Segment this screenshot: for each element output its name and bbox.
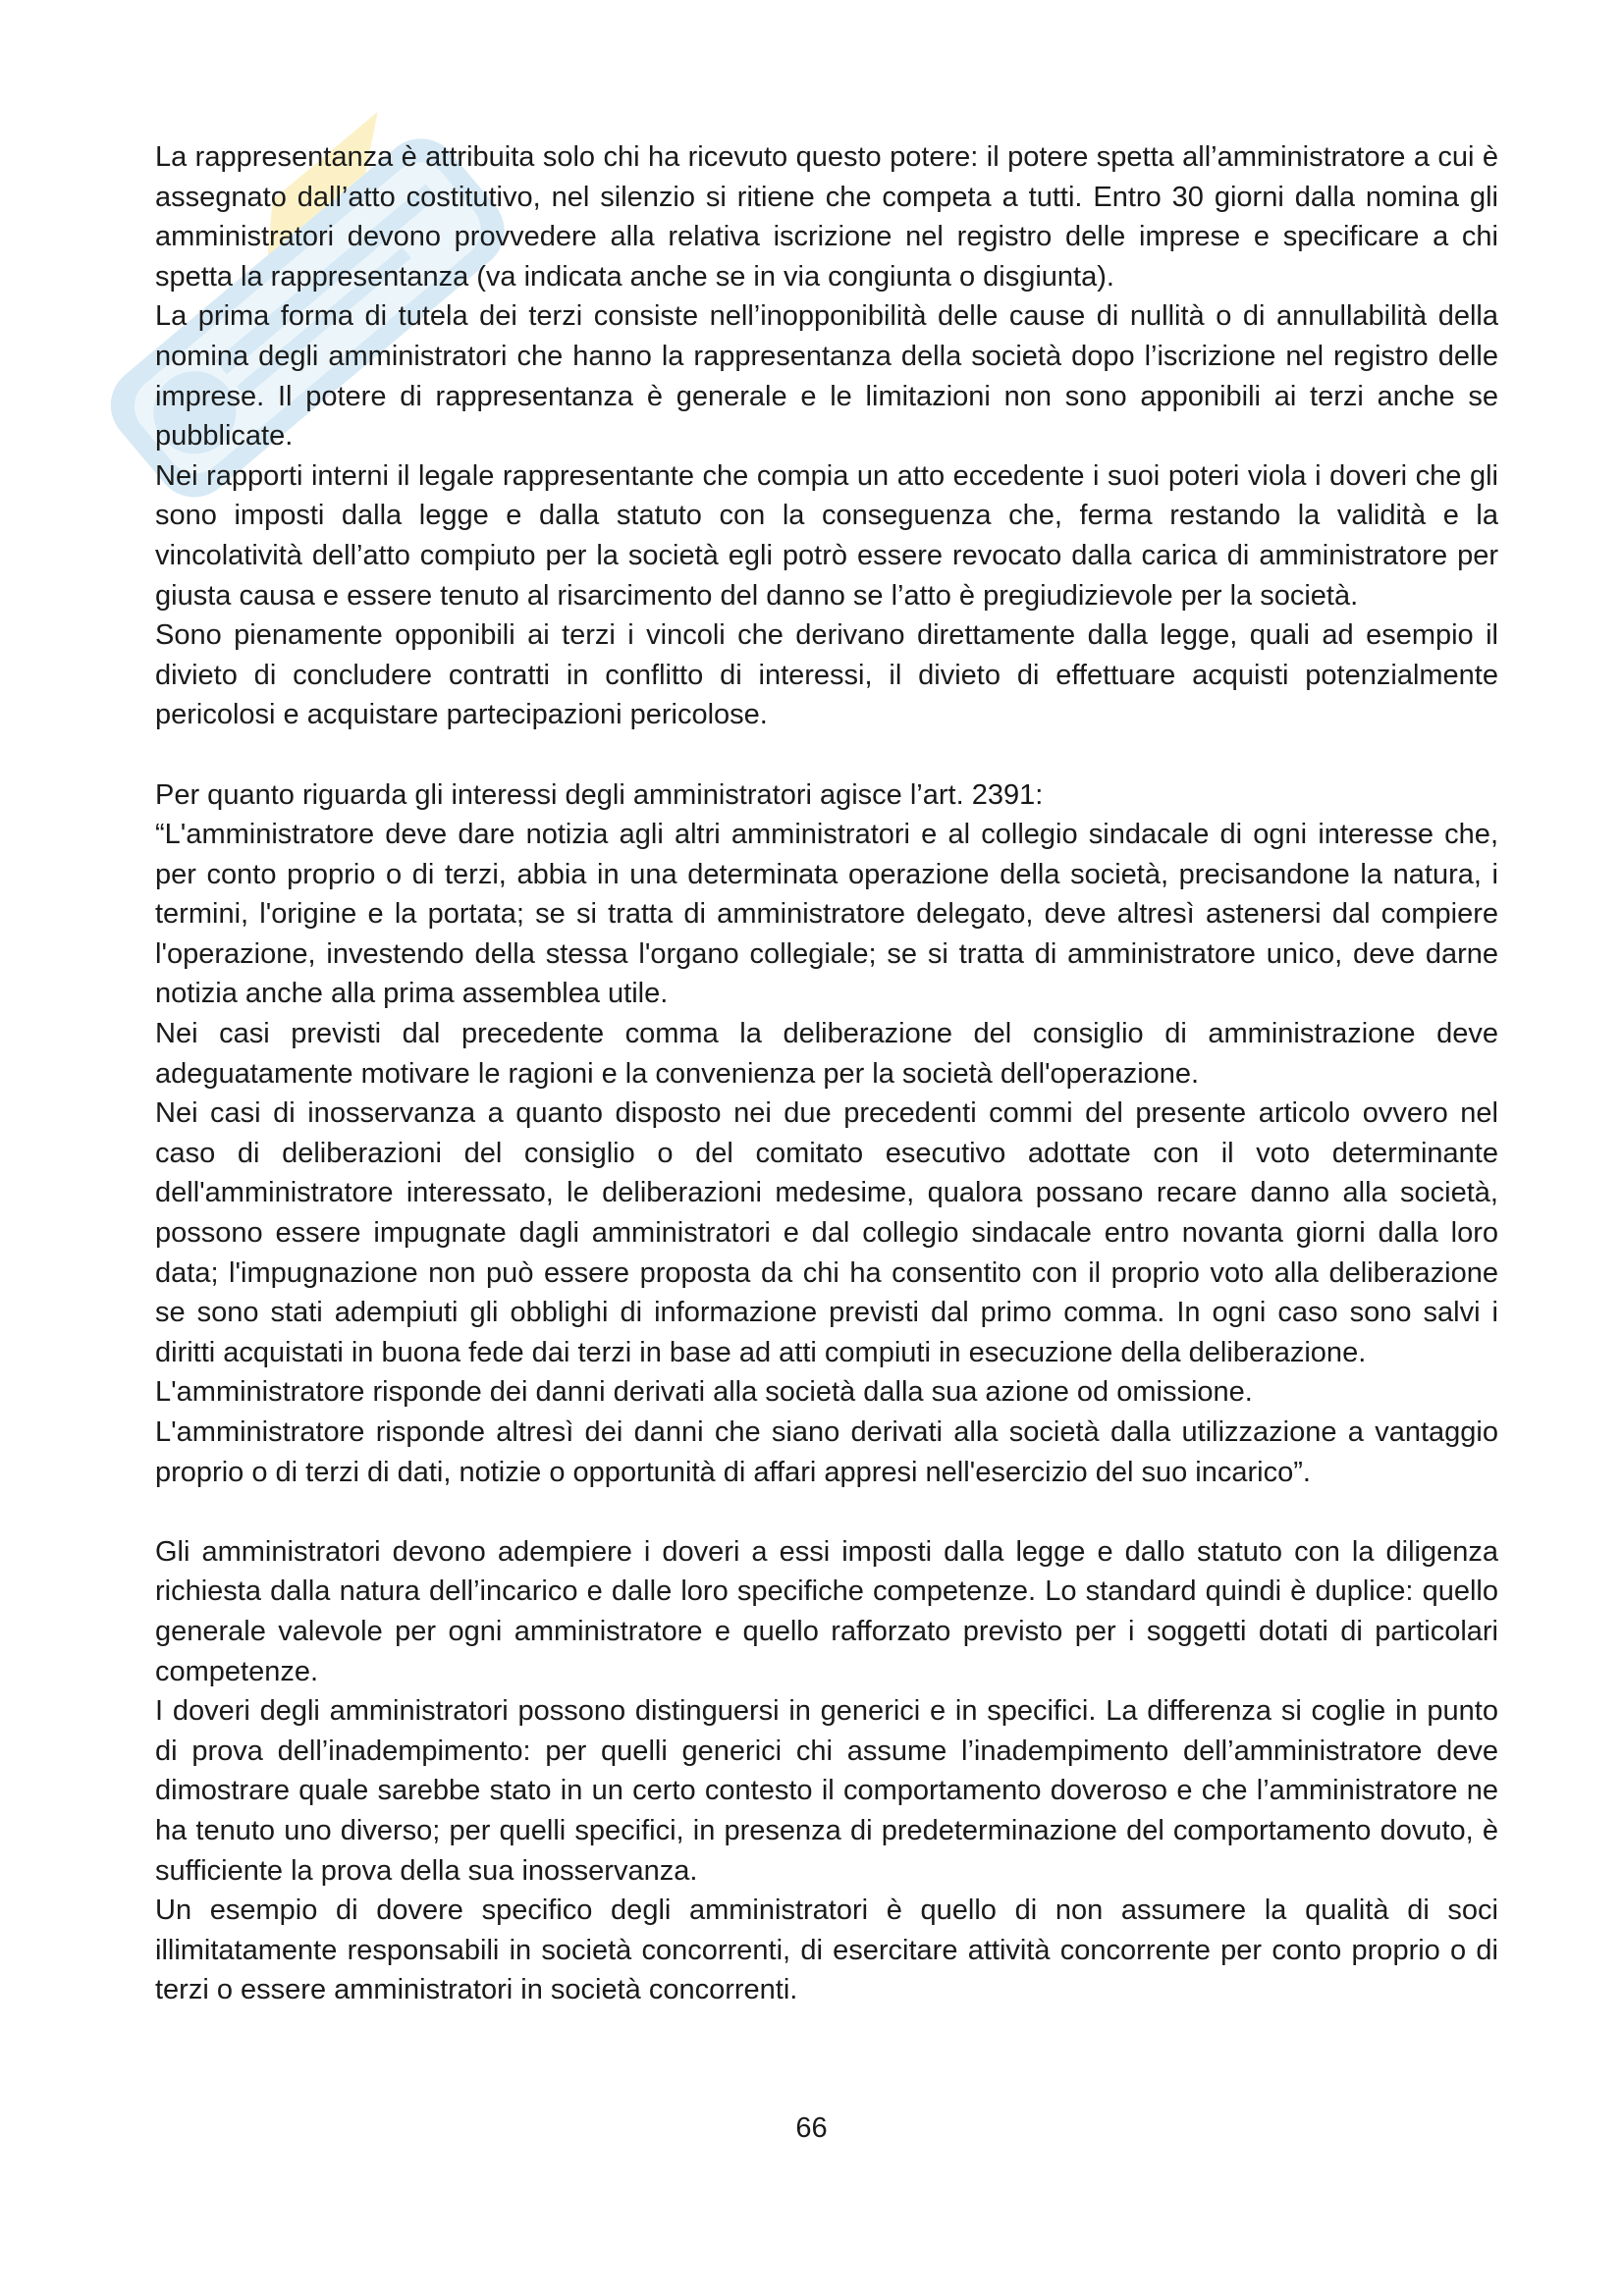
quoted-article-paragraph: “L'amministratore deve dare notizia agli altri amministratori e al collegio sindacale di ogni interesse che, per conto proprio o di terzi, abbia in una determinata operazione della società, precisandone la natura, i termini, l'origine e la portata; se si tratta di amministratore delegato, deve altresì astenersi dal compiere l'operazione, investendo della stessa l'organo collegiale; se si tratta di amministratore unico, deve darne notizia anche alla prima assemblea utile. bbox=[155, 819, 1498, 1010]
paragraph: La rappresentanza è attribuita solo chi ha ricevuto questo potere: il potere spetta all’amministratore a cui è assegnato dall’atto costitutivo, nel silenzio si ritiene che competa a tutti. Entro 30 giorni dalla nomina gli amministratori devono provvedere alla relativa iscrizione nel registro delle imprese e specificare a chi spetta la rappresentanza (va indicata anche se in via congiunta o disgiunta). bbox=[155, 141, 1498, 293]
paragraph: Per quanto riguarda gli interessi degli amministratori agisce l’art. 2391: bbox=[155, 778, 1044, 811]
quoted-article-paragraph: Nei casi di inosservanza a quanto disposto nei due precedenti commi del presente articolo ovvero nel caso di deliberazioni del consiglio o del comitato esecutivo adottate con il voto determinante dell'amministratore interessato, le deliberazioni medesime, qualora possano recare danno alla società, possono essere impugnate dagli amministratori e dal collegio sindacale entro novanta giorni dalla loro data; l'impugnazione non può essere proposta da chi ha consentito con il proprio voto alla deliberazione se sono stati adempiuti gli obblighi di informazione previsti dal primo comma. In ogni caso sono salvi i diritti acquistati in buona fede dai terzi in base ad atti compiuti in esecuzione della deliberazione. bbox=[155, 1097, 1498, 1368]
paragraph-gap bbox=[155, 735, 1498, 775]
paragraph: Un esempio di dovere specifico degli amministratori è quello di non assumere la qualità di soci illimitatamente responsabili in società concorrenti, di esercitare attività concorrente per conto proprio o di terzi o essere amministratori in società concorrenti. bbox=[155, 1895, 1498, 2006]
paragraph: Nei rapporti interni il legale rappresentante che compia un atto eccedente i suoi poteri viola i doveri che gli sono imposti dalla legge e dalla statuto con la conseguenza che, ferma restando la validità e la vincolatività dell’atto compiuto per la società egli potrò essere revocato dalla carica di amministratore per giusta causa e essere tenuto al risarcimento del danno se l’atto è pregiudizievole per la società. bbox=[155, 459, 1498, 612]
quoted-article-paragraph: Nei casi previsti dal precedente comma la deliberazione del consiglio di amministrazione deve adeguatamente motivare le ragioni e la convenienza per la società dell'operazione. bbox=[155, 1018, 1498, 1090]
quoted-article-paragraph: L'amministratore risponde altresì dei danni che siano derivati alla società dalla utilizzazione a vantaggio proprio o di terzi di dati, notizie o opportunità di affari appresi nell'esercizio del suo incarico”. bbox=[155, 1416, 1498, 1488]
paragraph: Sono pienamente opponibili ai terzi i vincoli che derivano direttamente dalla legge, quali ad esempio il divieto di concludere contratti in conflitto di interessi, il divieto di effettuare acquisti potenzialmente pericolosi e acquistare partecipazioni pericolose. bbox=[155, 619, 1498, 731]
paragraph: I doveri degli amministratori possono distinguersi in generici e in specifici. La differenza si coglie in punto di prova dell’inadempimento: per quelli generici chi assume l’inadempimento dell’amministratore deve dimostrare quale sarebbe stato in un certo contesto il comportamento doveroso e che l’amministratore ne ha tenuto uno diverso; per quelli specifici, in presenza di predeterminazione del comportamento dovuto, è sufficiente la prova della sua inosservanza. bbox=[155, 1695, 1498, 1887]
document-body bbox=[155, 137, 1498, 2010]
paragraph: Gli amministratori devono adempiere i doveri a essi imposti dalla legge e dallo statuto con la diligenza richiesta dalla natura dell’incarico e dalle loro specifiche competenze. Lo standard quindi è duplice: quello generale valevole per ogni amministratore e quello rafforzato previsto per i soggetti dotati di particolari competenze. bbox=[155, 1535, 1498, 1687]
paragraph-gap bbox=[155, 1492, 1498, 1532]
page-number: 66 bbox=[795, 2112, 828, 2144]
paragraph: La prima forma di tutela dei terzi consiste nell’inopponibilità delle cause di nullità o di annullabilità della nomina degli amministratori che hanno la rappresentanza della società dopo l’iscrizione nel registro delle imprese. Il potere di rappresentanza è generale e le limitazioni non sono apponibili ai terzi anche se pubblicate. bbox=[155, 300, 1498, 453]
quoted-article-paragraph: L'amministratore risponde dei danni derivati alla società dalla sua azione od omissione. bbox=[155, 1376, 1253, 1409]
